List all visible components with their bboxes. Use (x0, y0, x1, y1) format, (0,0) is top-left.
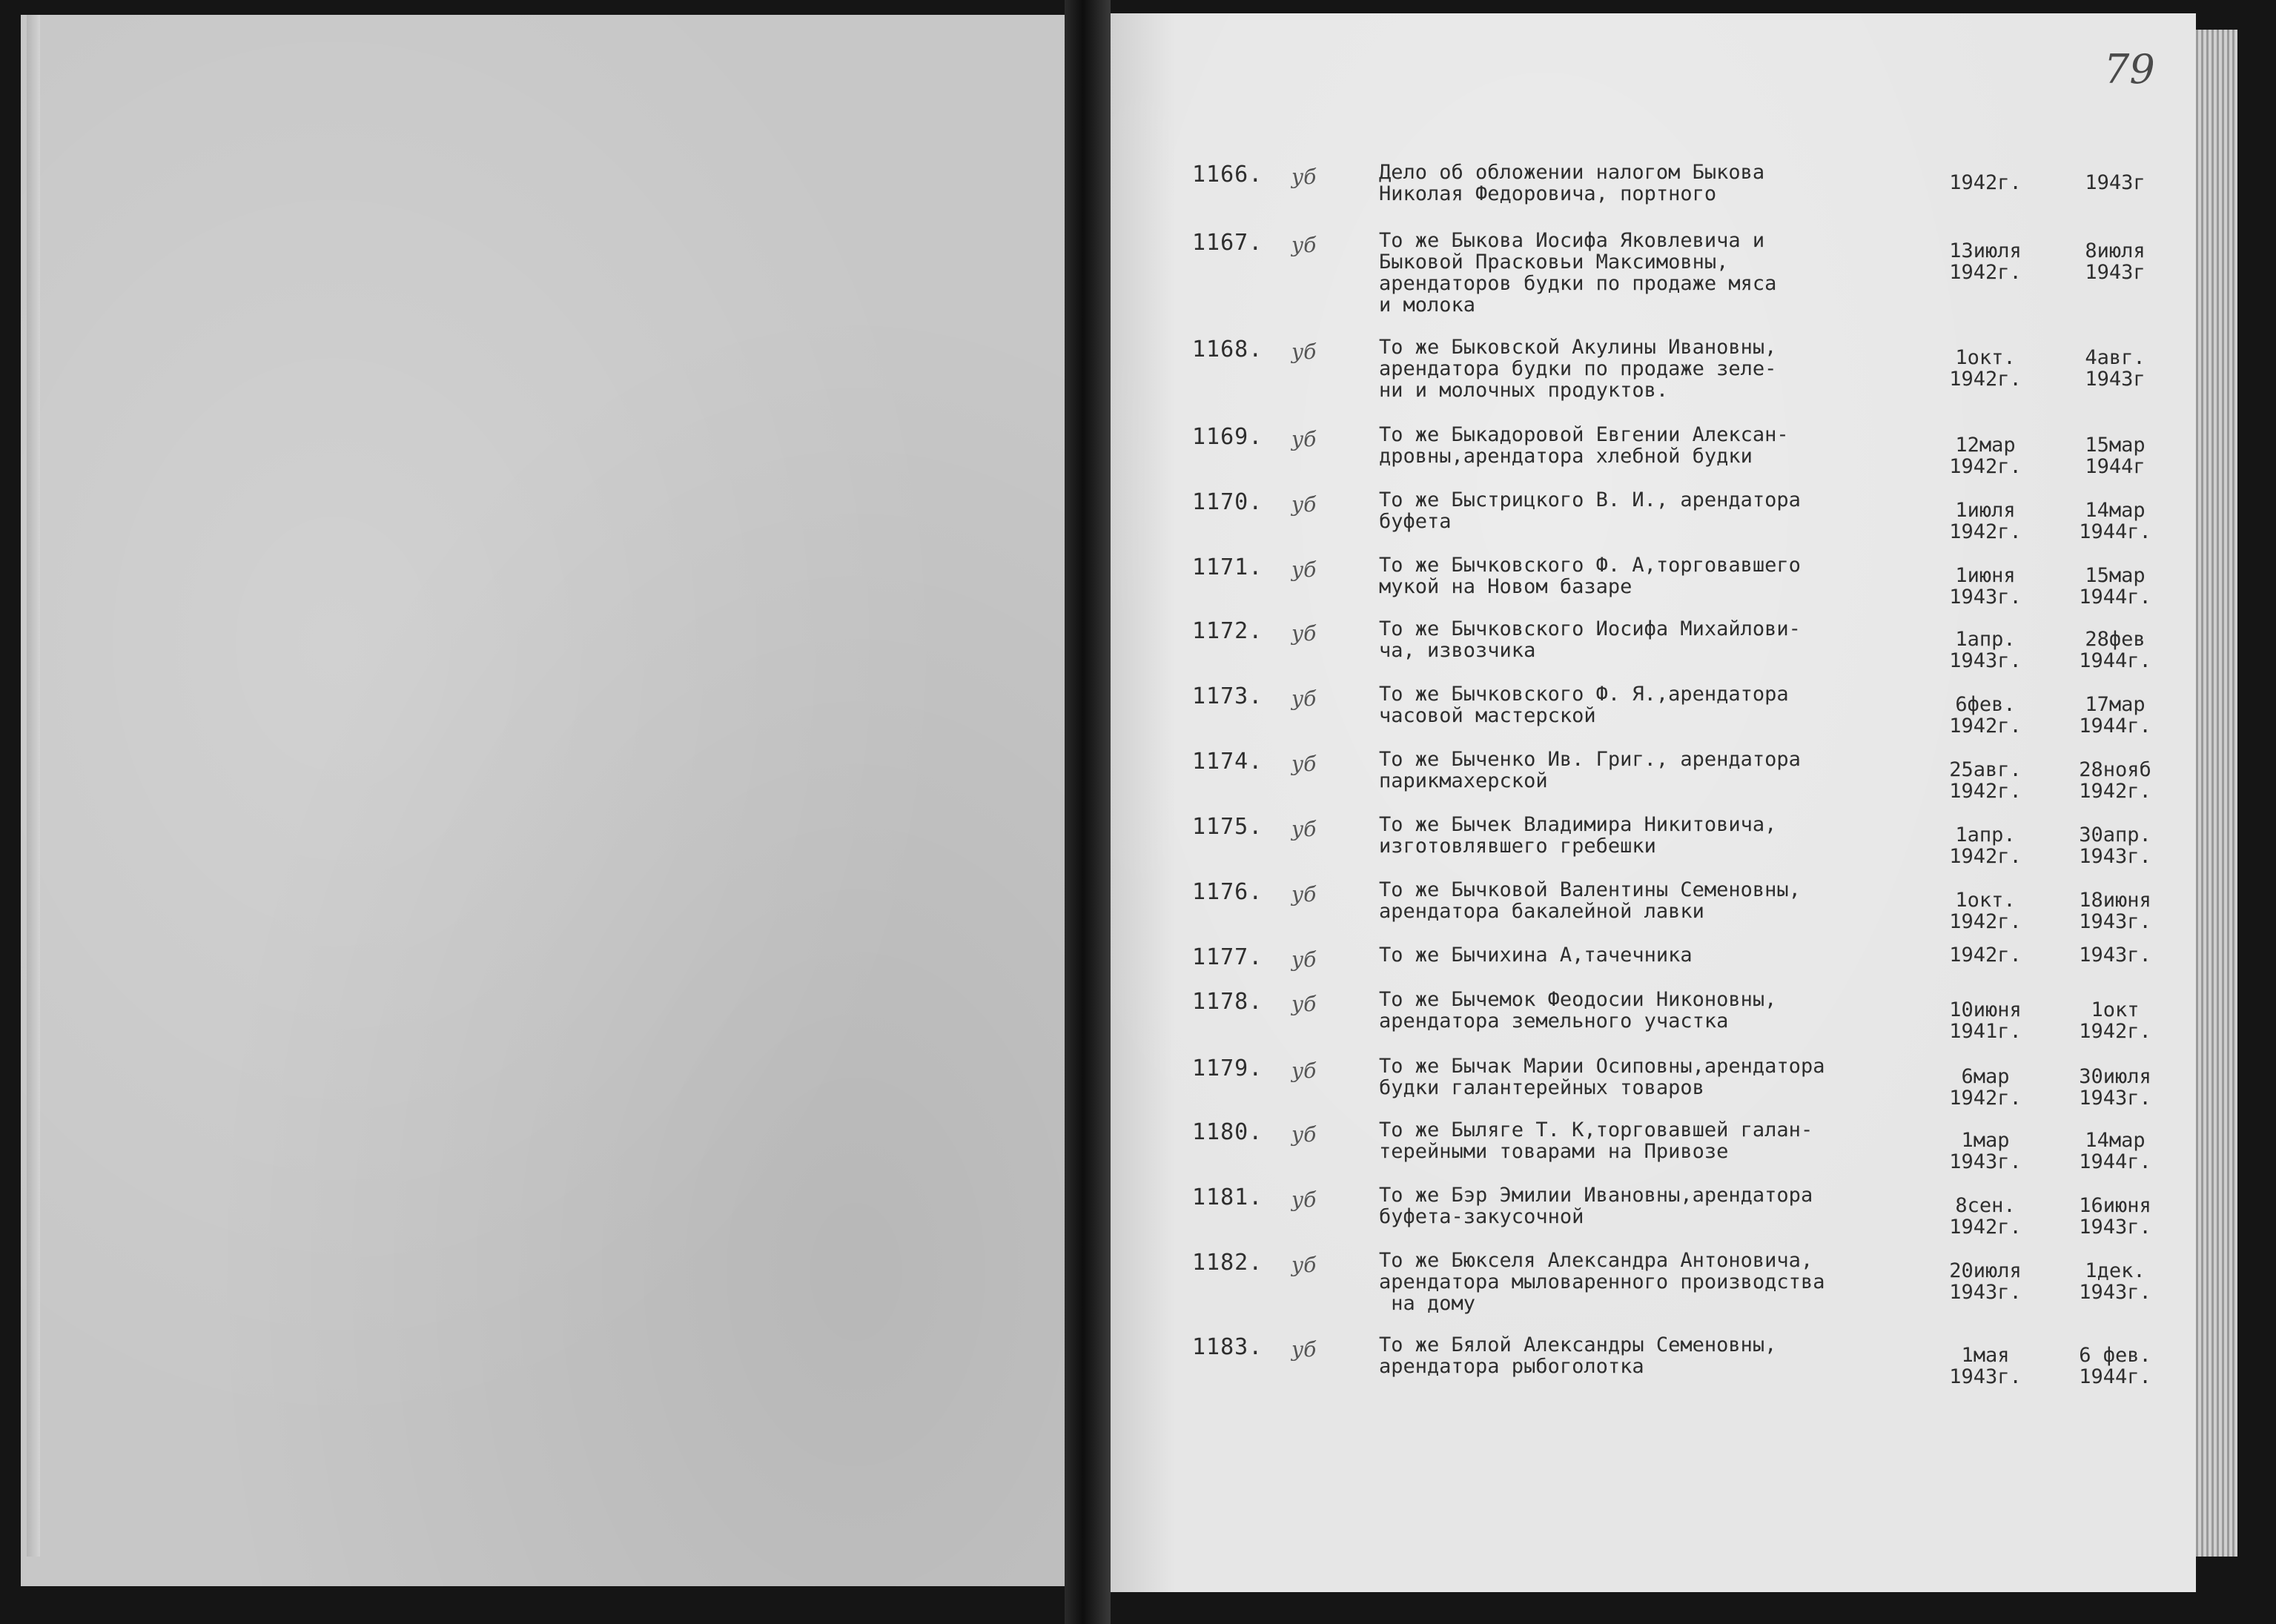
entry-description: То же Бычковского Ф. Я.,арендатора часовой мастерской (1379, 683, 1789, 727)
entry-description: То же Бычемок Феодосии Никоновны, арендатора земельного участка (1379, 988, 1777, 1033)
folio-number: 79 (2104, 46, 2155, 93)
entry-description: То же Быляге Т. К,торговавшей галан- терейными товарами на Привозе (1379, 1118, 1813, 1163)
entry-description: Дело об обложении налогом Быкова Николая Федоровича, портного (1379, 161, 1765, 205)
entry-number: 1180. (1192, 1119, 1263, 1145)
date-start: 25авг. 1942г. (1949, 758, 2022, 803)
date-end: 15мар 1944г. (2079, 564, 2151, 609)
date-end: 30апр. 1943г. (2079, 823, 2151, 868)
handwritten-mark: уб (1291, 1253, 1317, 1277)
left-page-edge (27, 15, 40, 1557)
entry-number: 1177. (1192, 944, 1263, 970)
entry-number: 1176. (1192, 879, 1263, 905)
entry-number: 1166. (1192, 162, 1263, 188)
entry-description: То же Быстрицкого В. И., арендатора буфета (1379, 488, 1801, 533)
handwritten-mark: уб (1291, 621, 1317, 646)
handwritten-mark: уб (1291, 339, 1317, 364)
handwritten-mark: уб (1291, 752, 1317, 776)
date-end: 16июня 1943г. (2079, 1194, 2151, 1239)
date-start: 1апр. 1942г. (1949, 823, 2022, 868)
entry-description: То же Бялой Александры Семеновны, арендатора рыбоголотка (1379, 1333, 1777, 1378)
date-end: 28нояб 1942г. (2079, 758, 2151, 803)
date-start: 1апр. 1943г. (1949, 628, 2022, 672)
entry-description: То же Быченко Ив. Григ., арендатора парикмахерской (1379, 748, 1801, 792)
date-start: 1окт. 1942г. (1949, 889, 2022, 933)
date-end: 15мар 1944г (2085, 434, 2146, 478)
date-start: 10июня 1941г. (1949, 998, 2022, 1043)
date-start: 6фев. 1942г. (1949, 693, 2022, 738)
entry-number: 1170. (1192, 489, 1263, 515)
entry-description: То же Бычак Марии Осиповны,арендатора будки галантерейных товаров (1379, 1055, 1825, 1099)
entry-description: То же Быкова Иосифа Яковлевича и Быковой Прасковьи Максимовны, арендаторов будки по продаже мяса и молока (1379, 229, 1777, 316)
handwritten-mark: уб (1291, 165, 1317, 189)
entry-description: То же Бэр Эмилии Ивановны,арендатора буфета-закусочной (1379, 1184, 1813, 1228)
handwritten-mark: уб (1291, 1187, 1317, 1212)
date-end: 4авг. 1943г (2085, 346, 2146, 391)
date-end: 30июля 1943г. (2079, 1065, 2151, 1110)
date-end: 8июля 1943г (2085, 239, 2146, 284)
entry-number: 1167. (1192, 230, 1263, 256)
entry-number: 1171. (1192, 554, 1263, 580)
date-start: 1942г. (1949, 171, 2022, 194)
date-start: 1окт. 1942г. (1949, 346, 2022, 391)
handwritten-mark: уб (1291, 1337, 1317, 1362)
handwritten-mark: уб (1291, 947, 1317, 972)
entry-number: 1181. (1192, 1184, 1263, 1210)
entry-number: 1174. (1192, 749, 1263, 775)
handwritten-mark: уб (1291, 233, 1317, 257)
date-start: 13июля 1942г. (1949, 239, 2022, 284)
entry-number: 1183. (1192, 1334, 1263, 1360)
date-start: 1мар 1943г. (1949, 1129, 2022, 1173)
entry-description: То же Бычихина А,тачечника (1379, 944, 1693, 967)
date-start: 1942г. (1949, 944, 2022, 967)
entry-number: 1169. (1192, 424, 1263, 450)
handwritten-mark: уб (1291, 882, 1317, 907)
left-page-blank (21, 15, 1066, 1586)
entry-description: То же Бюкселя Александра Антоновича, арендатора мыловаренного производства на дому (1379, 1249, 1825, 1315)
date-start: 1июня 1943г. (1949, 564, 2022, 609)
date-end: 18июня 1943г. (2079, 889, 2151, 933)
entry-number: 1178. (1192, 989, 1263, 1015)
entry-description: То же Бычковского Ф. А,торговавшего мукой на Новом базаре (1379, 554, 1801, 598)
handwritten-mark: уб (1291, 817, 1317, 841)
entry-number: 1172. (1192, 618, 1263, 644)
date-end: 1окт 1942г. (2079, 998, 2151, 1043)
handwritten-mark: уб (1291, 1058, 1317, 1083)
date-end: 1943г. (2079, 944, 2151, 967)
entry-number: 1168. (1192, 337, 1263, 362)
date-start: 1мая 1943г. (1949, 1344, 2022, 1388)
handwritten-mark: уб (1291, 427, 1317, 451)
date-end: 1дек. 1943г. (2079, 1259, 2151, 1304)
entry-number: 1175. (1192, 814, 1263, 840)
entry-number: 1173. (1192, 683, 1263, 709)
entry-description: То же Быкадоровой Евгении Алексан- дровны,арендатора хлебной будки (1379, 423, 1789, 468)
date-start: 20июля 1943г. (1949, 1259, 2022, 1304)
handwritten-mark: уб (1291, 492, 1317, 517)
date-start: 12мар 1942г. (1949, 434, 2022, 478)
date-start: 1июля 1942г. (1949, 499, 2022, 543)
date-end: 1943г (2085, 171, 2146, 194)
entry-number: 1179. (1192, 1055, 1263, 1081)
entry-description: То же Бычковой Валентины Семеновны, арендатора бакалейной лавки (1379, 878, 1801, 923)
entry-number: 1182. (1192, 1250, 1263, 1276)
date-start: 8сен. 1942г. (1949, 1194, 2022, 1239)
entry-description: То же Быковской Акулины Ивановны, арендатора будки по продаже зеле- ни и молочных продуктов. (1379, 336, 1777, 402)
date-end: 17мар 1944г. (2079, 693, 2151, 738)
page-stack-edges (2196, 30, 2237, 1557)
date-end: 6 фев. 1944г. (2079, 1344, 2151, 1388)
date-start: 6мар 1942г. (1949, 1065, 2022, 1110)
handwritten-mark: уб (1291, 992, 1317, 1016)
entry-description: То же Бычковского Иосифа Михайлови- ча, извозчика (1379, 617, 1801, 662)
date-end: 28фев 1944г. (2079, 628, 2151, 672)
book-gutter (1065, 0, 1111, 1624)
handwritten-mark: уб (1291, 1122, 1317, 1147)
date-end: 14мар 1944г. (2079, 1129, 2151, 1173)
handwritten-mark: уб (1291, 686, 1317, 711)
date-end: 14мар 1944г. (2079, 499, 2151, 543)
entry-description: То же Бычек Владимира Никитовича, изготовлявшего гребешки (1379, 813, 1777, 858)
handwritten-mark: уб (1291, 557, 1317, 582)
